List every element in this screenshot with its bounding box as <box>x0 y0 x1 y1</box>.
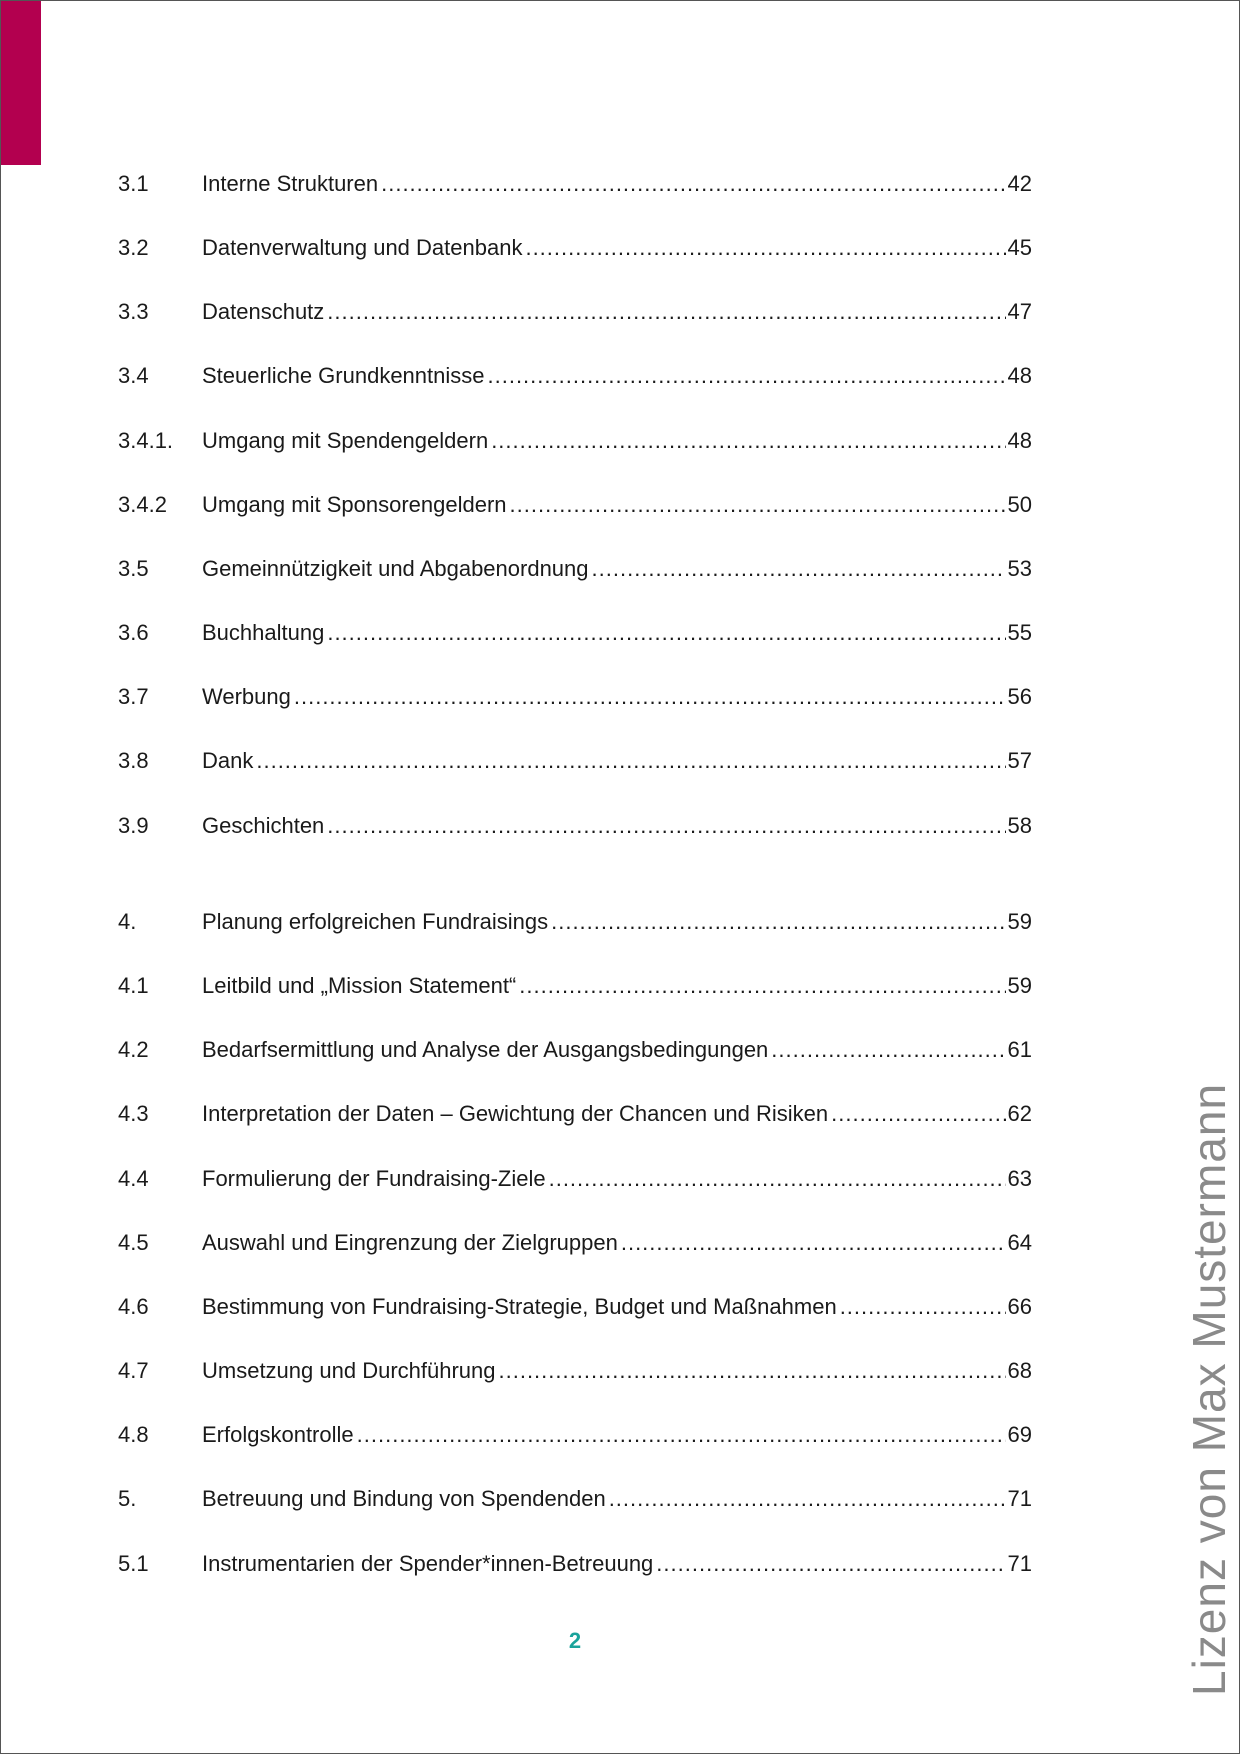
toc-entry-number: 5.1 <box>118 1551 149 1576</box>
toc-dot-leader <box>327 809 1005 843</box>
toc-entry-title: Umgang mit Sponsorengeldern <box>202 492 507 517</box>
toc-dot-leader <box>499 1354 1006 1388</box>
toc-entry-4-8[interactable] <box>118 1418 1032 1452</box>
toc-entry-3-4-2[interactable] <box>118 488 1032 522</box>
toc-entry-4-2[interactable] <box>118 1033 1032 1067</box>
toc-entry-page: 53 <box>1007 556 1032 581</box>
toc-entry-number: 4.3 <box>118 1101 149 1126</box>
toc-entry-4-1[interactable] <box>118 969 1032 1003</box>
toc-entry-page: 66 <box>1007 1294 1032 1319</box>
toc-dot-leader <box>771 1033 1005 1067</box>
toc-entry-number: 4.8 <box>118 1422 149 1447</box>
toc-entry-page: 61 <box>1007 1037 1032 1062</box>
toc-dot-leader <box>256 744 1005 778</box>
toc-entry-number: 3.4.2 <box>118 492 167 517</box>
toc-entry-4-4[interactable] <box>118 1162 1032 1196</box>
toc-entry-number: 4. <box>118 909 137 934</box>
toc-entry-page: 56 <box>1007 684 1032 709</box>
toc-entry-title: Bedarfsermittlung und Analyse der Ausgangsbedingungen <box>202 1037 769 1062</box>
toc-entry-number: 3.2 <box>118 235 149 260</box>
toc-entry-page: 48 <box>1007 363 1032 388</box>
toc-entry-number: 3.5 <box>118 556 149 581</box>
toc-dot-leader <box>621 1226 1006 1260</box>
toc-dot-leader <box>519 969 1005 1003</box>
toc-entry-4-3[interactable] <box>118 1097 1032 1131</box>
toc-entry-number: 4.5 <box>118 1230 149 1255</box>
toc-entry-page: 59 <box>1007 973 1032 998</box>
toc-entry-page: 63 <box>1007 1166 1032 1191</box>
toc-entry-3-2[interactable] <box>118 231 1032 265</box>
toc-entry-number: 4.1 <box>118 973 149 998</box>
toc-dot-leader <box>592 552 1006 586</box>
toc-entry-title: Buchhaltung <box>202 620 325 645</box>
toc-entry-number: 3.1 <box>118 171 149 196</box>
toc-entry-title: Steuerliche Grundkenntnisse <box>202 363 485 388</box>
toc-entry-number: 3.8 <box>118 748 149 773</box>
toc-entry-title: Umsetzung und Durchführung <box>202 1358 496 1383</box>
toc-entry-4-7[interactable] <box>118 1354 1032 1388</box>
toc-entry-title: Interpretation der Daten – Gewichtung der Chancen und Risiken <box>202 1101 829 1126</box>
toc-dot-leader <box>491 424 1005 458</box>
toc-entry-number: 4.4 <box>118 1166 149 1191</box>
toc-entry-3-9[interactable] <box>118 809 1032 843</box>
toc-entry-title: Werbung <box>202 684 291 709</box>
toc-entry-5-1[interactable] <box>118 1547 1032 1581</box>
toc-entry-4-6[interactable] <box>118 1290 1032 1324</box>
toc-entry-title: Gemeinnützigkeit und Abgabenordnung <box>202 556 589 581</box>
toc-entry-title: Umgang mit Spendengeldern <box>202 428 489 453</box>
toc-entry-title: Betreuung und Bindung von Spendenden <box>202 1486 606 1511</box>
toc-entry-page: 59 <box>1007 909 1032 934</box>
toc-dot-leader <box>551 905 1005 939</box>
toc-dot-leader <box>510 488 1006 522</box>
toc-entry-title: Datenschutz <box>202 299 325 324</box>
license-watermark: Lizenz von Max Mustermann <box>1183 1082 1235 1696</box>
toc-entry-page: 71 <box>1007 1551 1032 1576</box>
toc-entry-title: Interne Strukturen <box>202 171 379 196</box>
toc-dot-leader <box>609 1482 1006 1516</box>
toc-entry-page: 69 <box>1007 1422 1032 1447</box>
toc-entry-page: 58 <box>1007 813 1032 838</box>
toc-entry-3-7[interactable] <box>118 680 1032 714</box>
toc-entry-4[interactable] <box>118 905 1032 939</box>
toc-dot-leader <box>831 1097 1005 1131</box>
toc-entry-title: Erfolgskontrolle <box>202 1422 354 1447</box>
toc-entry-number: 4.2 <box>118 1037 149 1062</box>
toc-entry-number: 3.3 <box>118 299 149 324</box>
toc-entry-3-4[interactable] <box>118 359 1032 393</box>
toc-entry-5[interactable] <box>118 1482 1032 1516</box>
toc-entry-page: 45 <box>1007 235 1032 260</box>
toc-entry-title: Dank <box>202 748 254 773</box>
toc-dot-leader <box>327 295 1005 329</box>
toc-entry-page: 47 <box>1007 299 1032 324</box>
toc-entry-page: 68 <box>1007 1358 1032 1383</box>
toc-entry-page: 57 <box>1007 748 1032 773</box>
toc-dot-leader <box>327 616 1005 650</box>
toc-entry-title: Auswahl und Eingrenzung der Zielgruppen <box>202 1230 618 1255</box>
toc-entry-number: 4.6 <box>118 1294 149 1319</box>
toc-dot-leader <box>549 1162 1006 1196</box>
toc-entry-number: 3.6 <box>118 620 149 645</box>
toc-dot-leader <box>656 1547 1005 1581</box>
toc-dot-leader <box>357 1418 1006 1452</box>
toc-entry-title: Instrumentarien der Spender*innen-Betreuung <box>202 1551 654 1576</box>
toc-entry-number: 3.4 <box>118 363 149 388</box>
toc-entry-3-1[interactable] <box>118 167 1032 201</box>
toc-entry-title: Planung erfolgreichen Fundraisings <box>202 909 549 934</box>
toc-entry-3-3[interactable] <box>118 295 1032 329</box>
toc-dot-leader <box>488 359 1006 393</box>
toc-entry-title: Formulierung der Fundraising-Ziele <box>202 1166 546 1191</box>
toc-entry-3-4-1[interactable] <box>118 424 1032 458</box>
toc-entry-4-5[interactable] <box>118 1226 1032 1260</box>
toc-entry-page: 71 <box>1007 1486 1032 1511</box>
toc-entry-page: 62 <box>1007 1101 1032 1126</box>
toc-entry-number: 3.9 <box>118 813 149 838</box>
toc-entry-page: 48 <box>1007 428 1032 453</box>
toc-entry-title: Geschichten <box>202 813 325 838</box>
page-number: 2 <box>568 1628 582 1653</box>
toc-entry-number: 5. <box>118 1486 137 1511</box>
toc-entry-title: Datenverwaltung und Datenbank <box>202 235 523 260</box>
toc-entry-page: 55 <box>1007 620 1032 645</box>
toc-entry-page: 42 <box>1007 171 1032 196</box>
toc-dot-leader <box>294 680 1006 714</box>
toc-entry-page: 50 <box>1007 492 1032 517</box>
toc-entry-3-8[interactable] <box>118 744 1032 778</box>
toc-dot-leader <box>381 167 1005 201</box>
toc-entry-number: 3.7 <box>118 684 149 709</box>
toc-entry-number: 3.4.1. <box>118 428 174 453</box>
toc-entry-page: 64 <box>1007 1230 1032 1255</box>
toc-dot-leader <box>840 1290 1006 1324</box>
toc-entry-3-5[interactable] <box>118 552 1032 586</box>
toc-entry-number: 4.7 <box>118 1358 149 1383</box>
corner-accent-bar <box>1 1 41 165</box>
toc-entry-3-6[interactable] <box>118 616 1032 650</box>
toc-dot-leader <box>525 231 1005 265</box>
toc-entry-title: Bestimmung von Fundraising-Strategie, Budget und Maßnahmen <box>202 1294 837 1319</box>
toc-entry-title: Leitbild und „Mission Statement“ <box>202 973 517 998</box>
